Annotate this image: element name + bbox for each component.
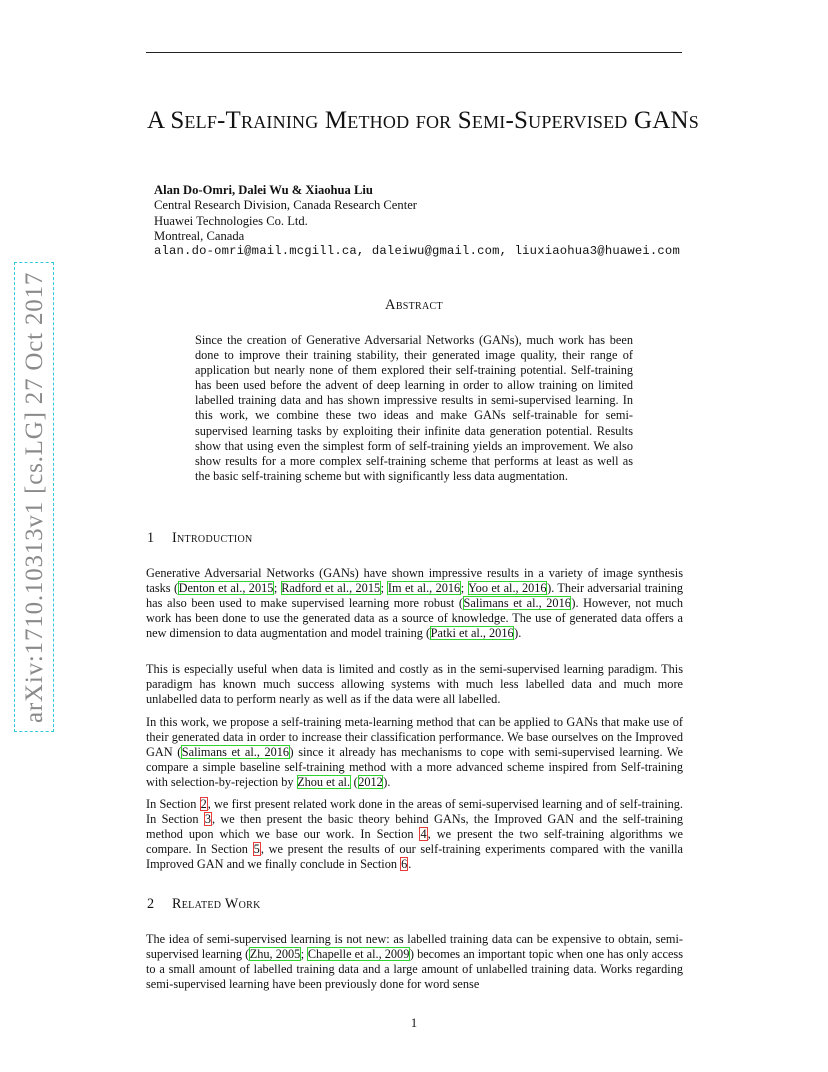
citation-link[interactable]: Patki et al., 2016 — [430, 626, 514, 641]
abstract-heading: Abstract — [385, 297, 443, 313]
citation-link[interactable]: 2012 — [358, 775, 383, 790]
section-reference-link[interactable]: 6 — [401, 857, 408, 872]
section-reference-link[interactable]: 3 — [204, 812, 211, 827]
intro-paragraph-2: This is especially useful when data is limited and costly as in the semi-supervised learning paradigm. This paradigm has known much success allowing systems with much less labelled data and much more unlabelled data to perform nearly as well as if the data were all labelled. — [146, 662, 683, 707]
citation-link[interactable]: Zhou et al. — [297, 775, 351, 790]
arxiv-identifier-stamp[interactable]: arXiv:1710.10313v1 [cs.LG] 27 Oct 2017 — [14, 262, 54, 732]
affiliation-line: Huawei Technologies Co. Ltd. — [154, 213, 308, 228]
section-number: 2 — [147, 896, 155, 912]
section-reference-link[interactable]: 5 — [253, 842, 260, 857]
abstract-text: Since the creation of Generative Adversarial Networks (GANs), much work has been done to improve their training stability, their generated image quality, their range of application but nearly none of them explored their self-training potential. Self-training has been used before the advent of deep learning in order to allow training on limited labelled training data and has shown impressive results in semi-supervised learning. In this work, we combine these two ideas and make GANs self-trainable for semi-supervised learning tasks by exploiting their infinite data generation potential. Results show that using even the simplest form of self-training yields an improvement. We also show results for a more complex self-training scheme that performs at least as well as the basic self-training scheme but with significantly less data augmentation. — [195, 333, 633, 483]
citation-link[interactable]: Denton et al., 2015 — [178, 581, 274, 596]
affiliation-line: Central Research Division, Canada Research Center — [154, 198, 417, 213]
intro-paragraph-4 — [146, 797, 683, 872]
author-emails: alan.do-omri@mail.mcgill.ca, daleiwu@gmail.com, liuxiaohua3@huawei.com — [154, 244, 680, 259]
section-reference-link[interactable]: 4 — [420, 827, 427, 842]
paragraph-text: The idea of semi-supervised learning is not new: as labelled training data can be expensive to obtain, semi-supervised learning ( — [146, 932, 683, 962]
paragraph-text: ; — [380, 581, 388, 596]
paragraph-text: ) since it already has mechanisms to cope with semi-supervised learning. We compare a simple baseline self-training method with a more advanced scheme inspired from Self-training with selection-by-rejection by — [146, 745, 683, 790]
intro-paragraph-1 — [146, 566, 683, 641]
paragraph-text: ). Their adversarial training has also been used to make supervised learning more robust ( — [146, 581, 683, 611]
paragraph-text: ; — [273, 581, 281, 596]
citation-link[interactable]: Salimans et al., 2016 — [463, 596, 571, 611]
section-reference-link[interactable]: 2 — [200, 797, 207, 811]
paragraph-text: , we first present related work done in the areas of semi-supervised learning and of self-training. In Section — [146, 797, 683, 827]
section-heading-introduction — [147, 530, 253, 547]
citation-link[interactable]: Salimans et al., 2016 — [181, 745, 290, 760]
citation-link[interactable]: Im et al., 2016 — [387, 581, 461, 596]
paragraph-text: Generative Adversarial Networks (GANs) have shown impressive results in a variety of image synthesis tasks ( — [146, 566, 683, 596]
paragraph-text: ( — [350, 775, 358, 790]
section-title: Introduction — [172, 530, 253, 546]
paper-title: A Self-Training Method for Semi-Supervised GANs — [147, 107, 699, 134]
section-number: 1 — [147, 530, 155, 546]
paragraph-text: ). — [514, 626, 522, 641]
paragraph-text: In this work, we propose a self-training meta-learning method that can be applied to GANs that make use of their generated data in order to increase their classification performance. We base ourselves on the Improved GAN ( — [146, 715, 683, 760]
author-names: Alan Do-Omri, Dalei Wu & Xiaohua Liu — [154, 183, 373, 197]
paragraph-text: ) becomes an important topic when one has only access to a small amount of labelled training data and a large amount of unlabelled training data. Works regarding semi-supervised learning have been previously done for word sense — [146, 947, 684, 992]
page-number: 1 — [410, 1016, 418, 1030]
citation-link[interactable]: Zhu, 2005 — [249, 947, 301, 962]
intro-paragraph-3 — [146, 715, 683, 790]
paragraph-text: . — [408, 857, 412, 872]
paragraph-text: , we present the two self-training algorithms we compare. In Section — [146, 827, 683, 857]
paragraph-text: In Section — [146, 797, 200, 811]
paragraph-text: , we present the results of our self-training experiments compared with the vanilla Improved GAN and we finally conclude in Section — [146, 842, 683, 872]
paragraph-text: ). However, not much work has been done to use the generated data as a source of knowledge. The use of generated data offers a new dimension to data augmentation and model training ( — [146, 596, 684, 641]
affiliation-line: Montreal, Canada — [154, 228, 245, 243]
top-rule — [146, 52, 682, 53]
section-heading-related-work — [147, 896, 261, 913]
related-work-paragraph-1 — [146, 932, 683, 992]
section-title: Related Work — [172, 896, 261, 912]
paragraph-text: , we then present the basic theory behind GANs, the Improved GAN and the self-training method upon which we base our work. In Section — [146, 812, 683, 842]
citation-link[interactable]: Chapelle et al., 2009 — [307, 947, 410, 962]
citation-link[interactable]: Yoo et al., 2016 — [468, 581, 547, 596]
citation-link[interactable]: Radford et al., 2015 — [281, 581, 381, 596]
paragraph-text: ). — [383, 775, 391, 790]
author-block — [154, 183, 734, 259]
paragraph-text: ; — [300, 947, 308, 962]
paragraph-text: ; — [460, 581, 468, 596]
